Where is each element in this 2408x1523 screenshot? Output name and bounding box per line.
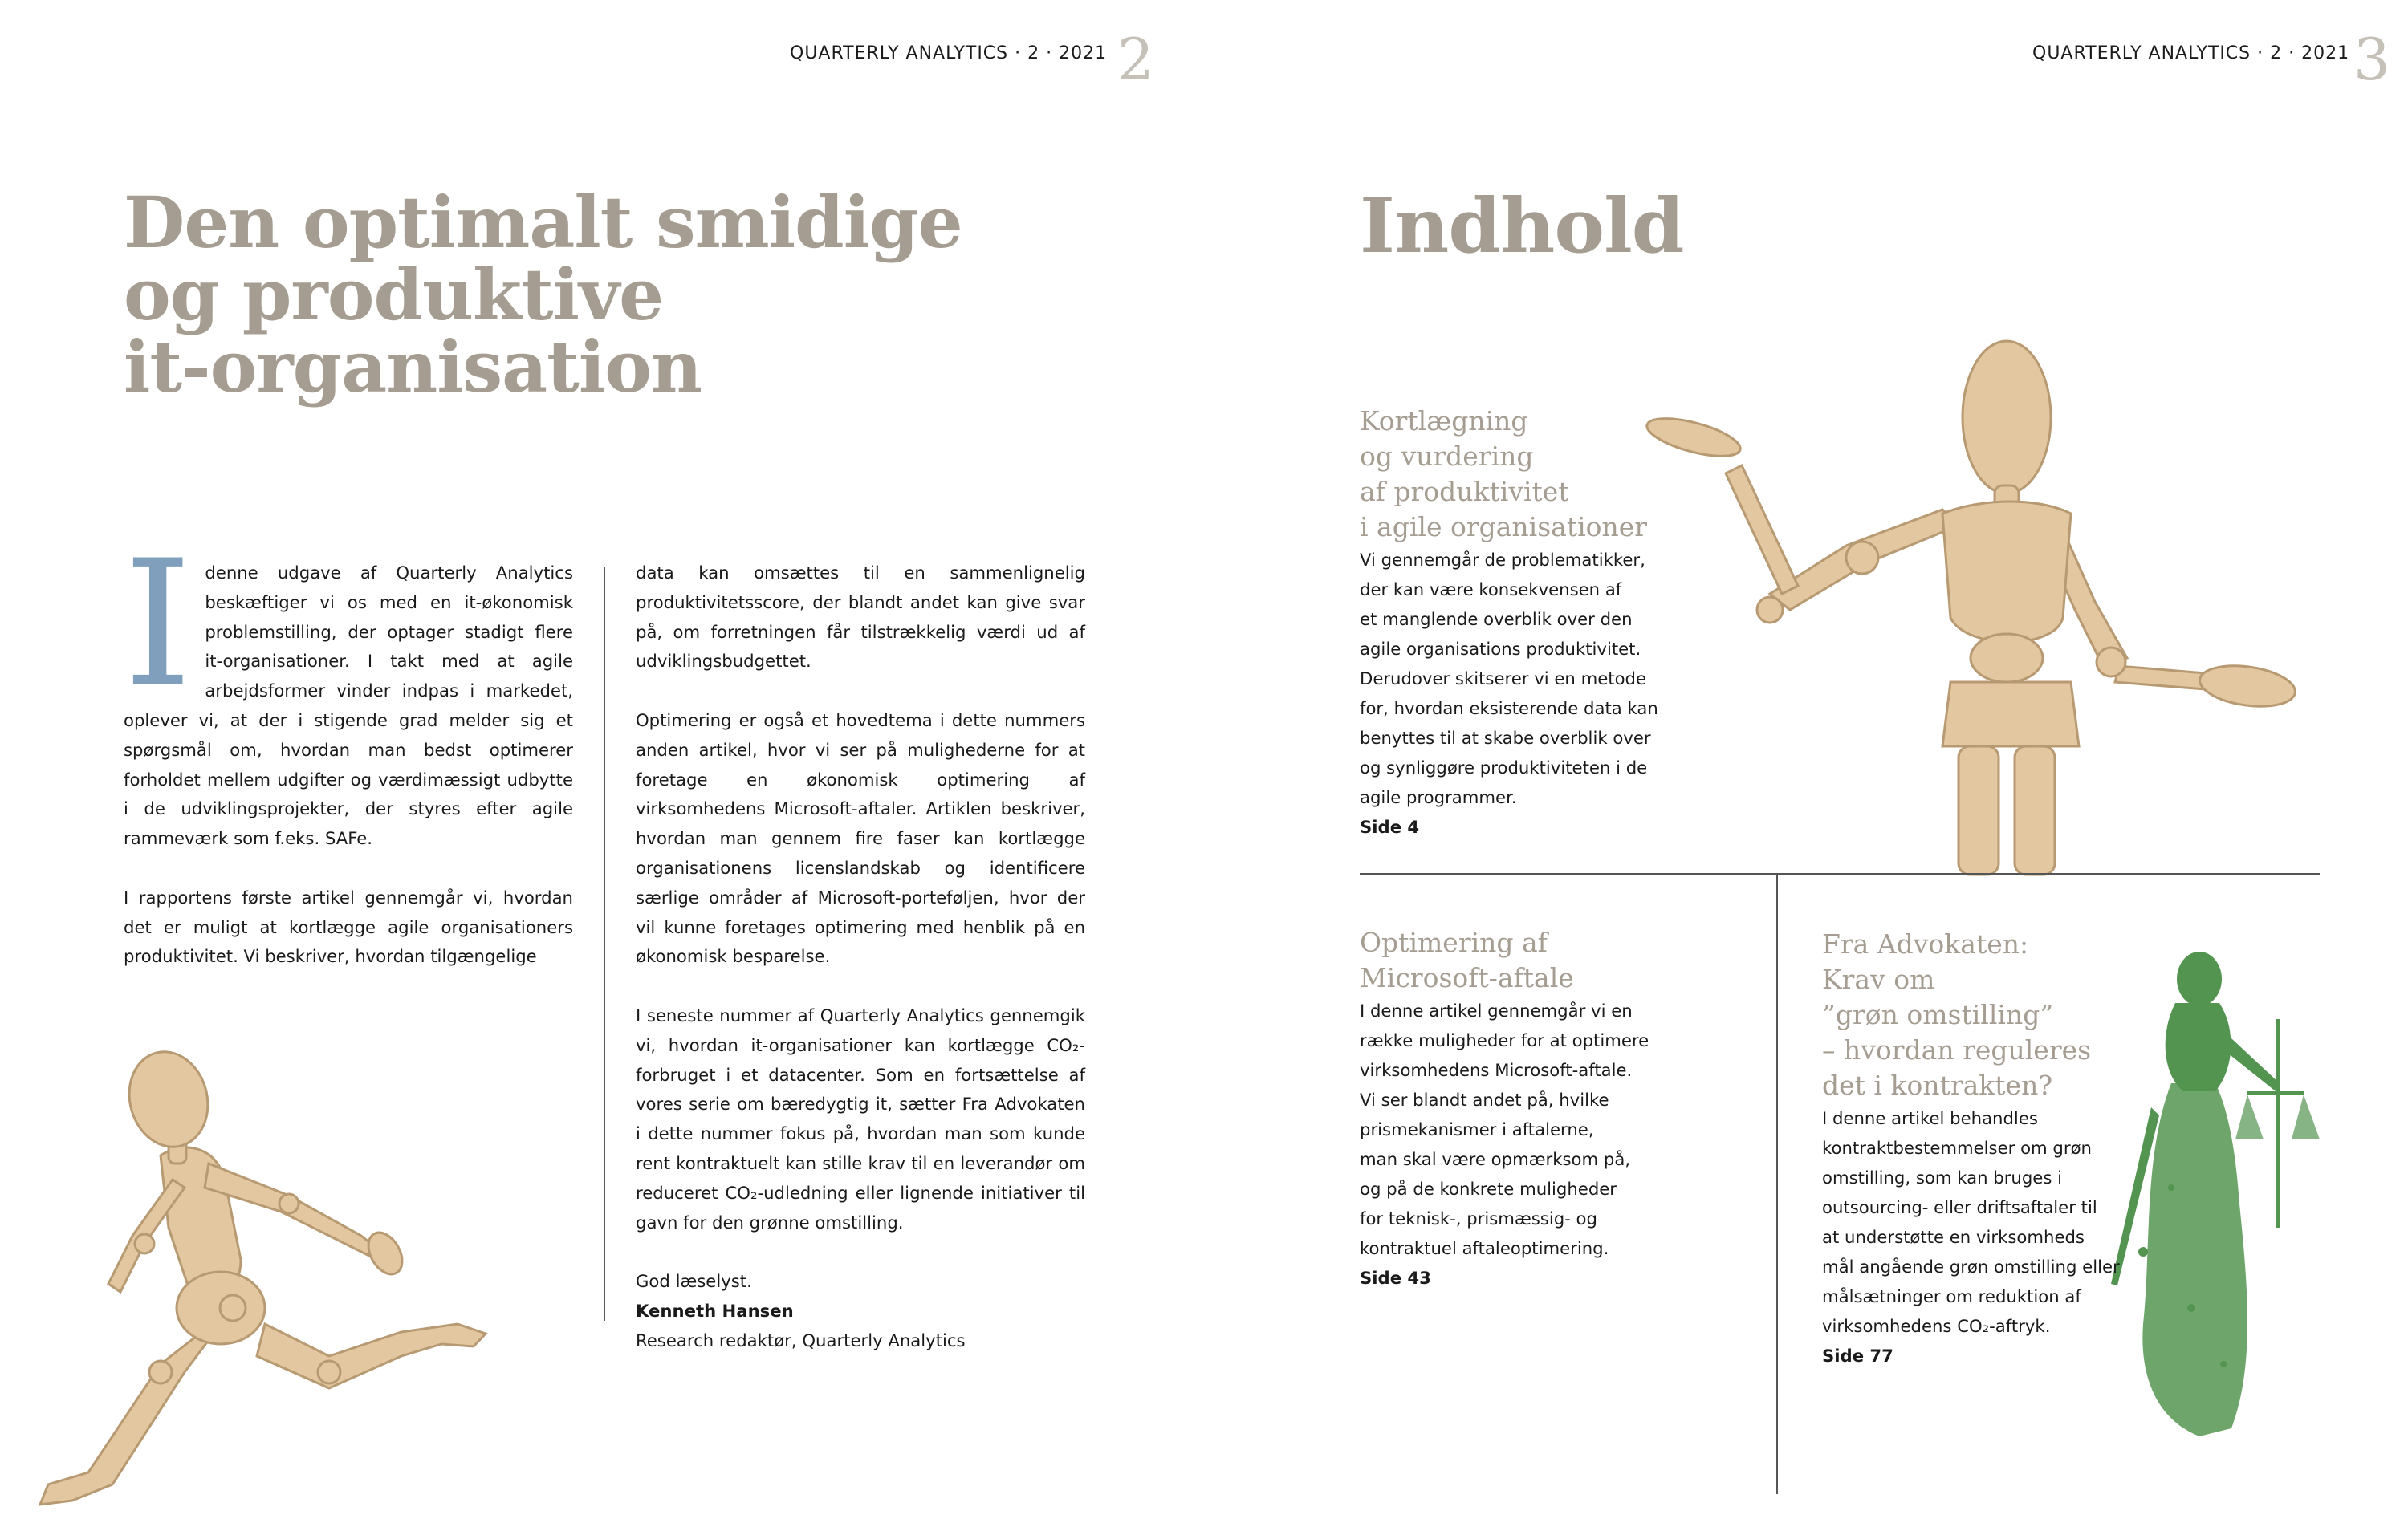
toc-divider-horizontal bbox=[1360, 873, 2320, 875]
summary-line: outsourcing- eller driftsaftaler til bbox=[1822, 1197, 2097, 1217]
heading-line: i agile organisationer bbox=[1360, 511, 1648, 542]
toc-entry-microsoft[interactable] bbox=[1360, 925, 1697, 1293]
summary-line: mål angående grøn omstilling eller bbox=[1822, 1257, 2120, 1277]
greeting: God læselyst. bbox=[636, 1271, 752, 1292]
running-head-right: QUARTERLY ANALYTICS · 2 · 2021 bbox=[2032, 43, 2350, 63]
author-title: Research redaktør, Quarterly Analytics bbox=[636, 1330, 966, 1350]
toc-entry-summary bbox=[1360, 545, 1697, 812]
toc-entry-lawyer[interactable] bbox=[1822, 927, 2167, 1371]
drop-cap: I bbox=[124, 523, 193, 725]
summary-line: agile programmer. bbox=[1360, 787, 1517, 807]
page-number-right: 3 bbox=[2353, 26, 2390, 93]
summary-line: Vi ser blandt andet på, hvilke bbox=[1360, 1090, 1609, 1110]
toc-page-ref[interactable]: Side 43 bbox=[1360, 1268, 1431, 1288]
intro-paragraph: I rapportens første artikel gennemgår vi, hvordan det er muligt at kortlægge agile organisationers produktivitet. Vi beskriver, hvordan tilgængelige bbox=[124, 887, 573, 967]
heading-line: det i kontrakten? bbox=[1822, 1070, 2053, 1101]
summary-line: et manglende overblik over den bbox=[1360, 609, 1633, 629]
article-title-line: Den optimalt smidige bbox=[124, 181, 962, 264]
toc-entry-summary bbox=[1822, 1103, 2167, 1341]
summary-line: og synliggøre produktiviteten i de bbox=[1360, 757, 1648, 778]
heading-line: ”grøn omstilling” bbox=[1822, 999, 2054, 1030]
intro-column-2 bbox=[636, 558, 1085, 1356]
column-divider bbox=[604, 567, 605, 1321]
heading-line: Microsoft-aftale bbox=[1360, 962, 1574, 993]
intro-paragraph: Optimering er også et hovedtema i dette nummers anden artikel, hvor vi ser på mulighederne for at foretage en økonomisk optimering af virksomhedens Microsoft-aftaler. Artiklen beskriver, hvordan man gennem fire faser kan kortlægge organisationens licenslandskab og identificere særlige områder af Microsoft-porteføljen, hvor der vil kunne foretages optimering med henblik på en økonomisk besparelse. bbox=[636, 709, 1085, 967]
toc-entry-heading bbox=[1360, 925, 1697, 996]
summary-line: at understøtte en virksomheds bbox=[1822, 1227, 2085, 1247]
article-title-line: og produktive bbox=[124, 253, 664, 336]
running-head-left: QUARTERLY ANALYTICS · 2 · 2021 bbox=[790, 43, 1108, 63]
author-name: Kenneth Hansen bbox=[636, 1300, 794, 1321]
summary-line: man skal være opmærksom på, bbox=[1360, 1149, 1631, 1169]
summary-line: kontraktuel aftaleoptimering. bbox=[1360, 1238, 1609, 1258]
toc-divider-vertical bbox=[1776, 875, 1778, 1494]
gesturing-mannequin-icon bbox=[1605, 329, 2312, 875]
summary-line: I denne artikel behandles bbox=[1822, 1108, 2038, 1128]
summary-line: kontraktbestemmelser om grøn bbox=[1822, 1138, 2092, 1158]
summary-line: benyttes til at skabe overblik over bbox=[1360, 728, 1651, 748]
intro-paragraph: I seneste nummer af Quarterly Analytics gennemgik vi, hvordan it-organisationer kan kortlægge CO₂-forbruget i et datacenter. Som en fortsættelse af vores serie om bæredygtig it, sætter Fra Advokaten i dette nummer fokus på, hvordan man som kunde rent kontraktuelt kan stille krav til en leverandør om reduceret CO₂-udledning eller lignende initiativer til gavn for den grønne omstilling. bbox=[636, 1005, 1085, 1233]
summary-line: prismekanismer i aftalerne, bbox=[1360, 1119, 1594, 1139]
summary-line: Derudover skitserer vi en metode bbox=[1360, 668, 1647, 688]
page-number-left: 2 bbox=[1117, 26, 1154, 93]
summary-line: og på de konkrete muligheder bbox=[1360, 1179, 1617, 1199]
summary-line: for, hvordan eksisterende data kan bbox=[1360, 698, 1658, 718]
heading-line: Kortlægning bbox=[1360, 405, 1528, 437]
toc-entry-productivity[interactable] bbox=[1360, 404, 1697, 842]
intro-paragraph: data kan omsættes til en sammenlignelig produktivitetsscore, der blandt andet kan give svar på, om forretningen får tilstrækkelig værdi ud af udviklingsbudgettet. bbox=[636, 562, 1085, 672]
heading-line: Krav om bbox=[1822, 964, 1935, 995]
heading-line: – hvordan reguleres bbox=[1822, 1034, 2092, 1066]
toc-entry-summary bbox=[1360, 996, 1697, 1263]
running-mannequin-icon bbox=[24, 1035, 586, 1517]
summary-line: I denne artikel gennemgår vi en bbox=[1360, 1001, 1633, 1021]
toc-entry-heading bbox=[1822, 927, 2167, 1103]
summary-line: for teknisk-, prismæssig- og bbox=[1360, 1208, 1597, 1229]
summary-line: målsætninger om reduktion af bbox=[1822, 1286, 2081, 1306]
summary-line: virksomhedens CO₂-aftryk. bbox=[1822, 1316, 2051, 1336]
heading-line: Optimering af bbox=[1360, 927, 1548, 958]
heading-line: af produktivitet bbox=[1360, 476, 1569, 507]
toc-page-ref[interactable]: Side 4 bbox=[1360, 817, 1420, 837]
summary-line: virksomhedens Microsoft-aftale. bbox=[1360, 1060, 1633, 1080]
toc-title: Indhold bbox=[1360, 182, 1684, 270]
summary-line: række muligheder for at optimere bbox=[1360, 1030, 1649, 1050]
summary-line: agile organisations produktivitet. bbox=[1360, 639, 1641, 659]
article-title-line: it-organisation bbox=[124, 325, 702, 408]
intro-paragraph: denne udgave af Quarterly Analytics beskæftiger vi os med en it-økonomisk problemstilling, der optager stadigt flere it-organisationer. I takt med at agile arbejdsformer vinder indpas i markedet, oplever vi, at der i stigende grad melder sig et spørgsmål om, hvordan man bedst optimerer forholdet mellem udgifter og værdimæssigt udbytte i de udviklingsprojekter, der styres efter agile rammeværk som f.eks. SAFe. bbox=[124, 562, 573, 849]
toc-page-ref[interactable]: Side 77 bbox=[1822, 1346, 1893, 1366]
summary-line: Vi gennemgår de problematikker, bbox=[1360, 550, 1645, 570]
heading-line: Fra Advokaten: bbox=[1822, 928, 2029, 960]
heading-line: og vurdering bbox=[1360, 441, 1534, 472]
intro-column-1 bbox=[124, 523, 573, 1001]
article-title bbox=[124, 181, 1007, 408]
summary-line: der kan være konsekvensen af bbox=[1360, 579, 1622, 599]
toc-entry-heading bbox=[1360, 404, 1697, 545]
summary-line: omstilling, som kan bruges i bbox=[1822, 1168, 2062, 1188]
